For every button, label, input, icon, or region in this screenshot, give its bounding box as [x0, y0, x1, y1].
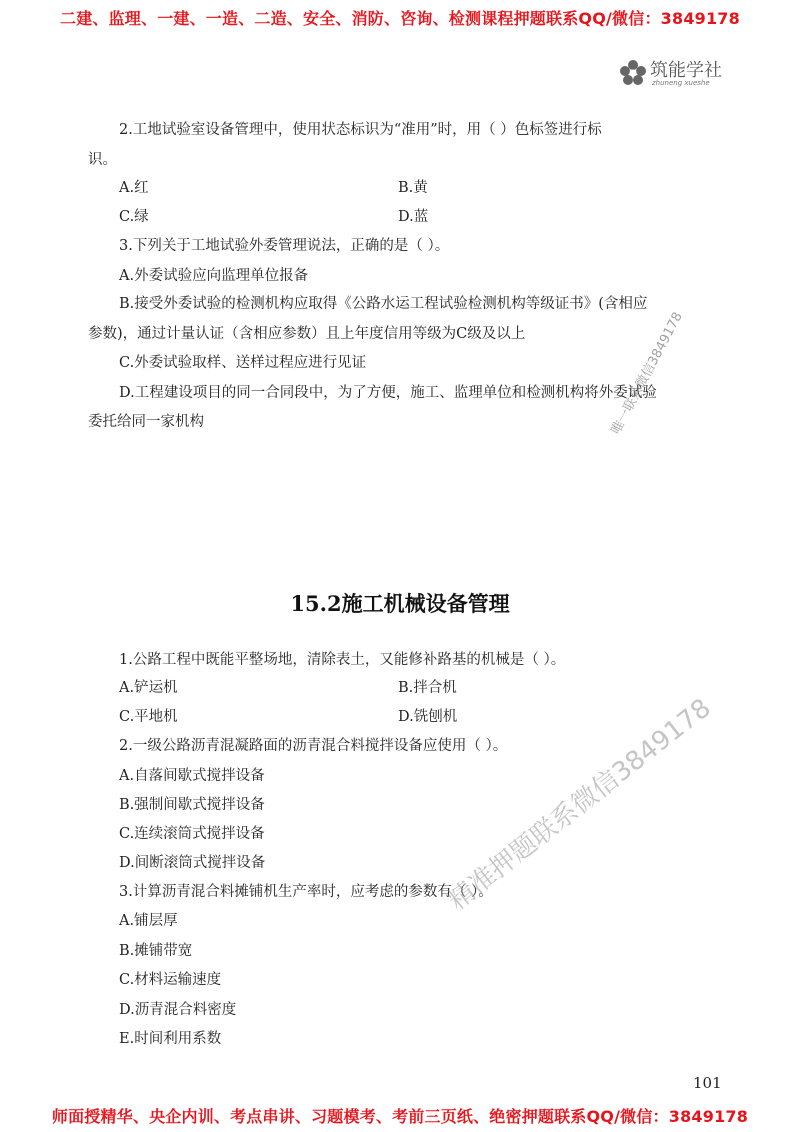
- option-c: C.外委试验取样、送样过程应进行见证: [119, 355, 367, 371]
- page-number: 101: [693, 1074, 722, 1092]
- option-b: B.黄: [398, 180, 428, 196]
- logo-subtitle: zhuneng xueshe: [652, 79, 710, 87]
- option-b: B.拌合机: [398, 680, 457, 696]
- question-stem-continued: 识。: [88, 152, 117, 168]
- option-a: A.自落间歇式搅拌设备: [119, 768, 265, 784]
- question-stem: 1.公路工程中既能平整场地，清除表土，又能修补路基的机械是（ ）。: [119, 652, 566, 668]
- question-stem: 2.工地试验室设备管理中，使用状态标识为“准用”时，用（ ）色标签进行标: [119, 122, 602, 138]
- publisher-logo: [618, 56, 738, 92]
- option-c: C.平地机: [119, 709, 178, 725]
- option-c: C.材料运输速度: [119, 972, 222, 988]
- option-c: C.连续滚筒式搅拌设备: [119, 826, 265, 842]
- logo-name: 筑能学社: [650, 60, 722, 81]
- flower-logo-icon: [618, 58, 648, 88]
- option-b: B.接受外委试验的检测机构应取得《公路水运工程试验检测机构等级证书》(含相应: [119, 296, 648, 312]
- option-d: D.沥青混合料密度: [119, 1002, 237, 1018]
- top-banner: 二建、监理、一建、一造、二造、安全、消防、咨询、检测课程押题联系QQ/微信：3849178: [60, 9, 740, 28]
- option-a: A.红: [119, 180, 149, 196]
- option-b: B.强制间歇式搅拌设备: [119, 797, 265, 813]
- option-b: B.摊铺带宽: [119, 943, 193, 959]
- option-e: E.时间利用系数: [119, 1031, 222, 1047]
- watermark-contact: 唯一联系微信3849178: [608, 309, 686, 437]
- question-stem: 3.下列关于工地试验外委管理说法，正确的是（ ）。: [119, 238, 450, 254]
- watermark-contact-large: 精准押题联系微信3849178: [442, 693, 717, 917]
- option-c: C.绿: [119, 209, 149, 225]
- option-d: D.工程建设项目的同一合同段中，为了方便，施工、监理单位和检测机构将外委试验: [119, 385, 657, 401]
- option-d: D.间断滚筒式搅拌设备: [119, 855, 266, 871]
- option-d-continued: 委托给同一家机构: [88, 414, 204, 430]
- option-a: A.外委试验应向监理单位报备: [119, 268, 309, 284]
- bottom-banner: 师面授精华、央企内训、考点串讲、习题模考、考前三页纸、绝密押题联系QQ/微信：3849178: [51, 1107, 749, 1126]
- question-stem: 2.一级公路沥青混凝路面的沥青混合料搅拌设备应使用（ ）。: [119, 738, 508, 754]
- question-stem: 3.计算沥青混合料摊铺机生产率时，应考虑的参数有（ ）。: [119, 884, 493, 900]
- option-d: D.铣刨机: [398, 709, 458, 725]
- option-a: A.铲运机: [119, 680, 178, 696]
- section-title: 15.2施工机械设备管理: [290, 591, 510, 616]
- option-b-continued: 参数)，通过计量认证（含相应参数）且上年度信用等级为C级及以上: [88, 326, 526, 342]
- option-d: D.蓝: [398, 209, 429, 225]
- option-a: A.铺层厚: [119, 913, 178, 929]
